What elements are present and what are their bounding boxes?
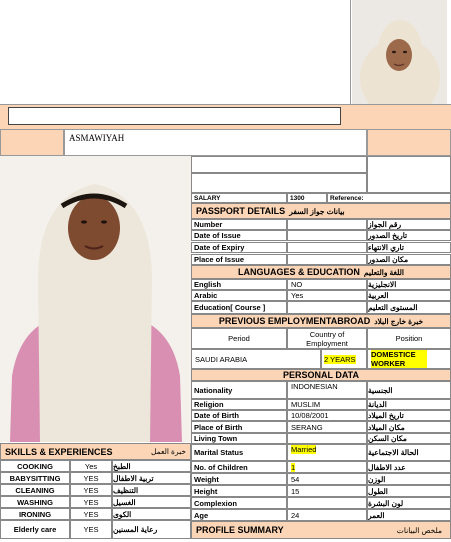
personal-field-value: 15 [291, 486, 300, 496]
previous-header-period: Period [191, 328, 287, 349]
previous-period-value: 2 YEARS [324, 354, 356, 364]
personal-field-label: Weight [191, 473, 287, 485]
personal-field-label-ar: مكان السكن [367, 433, 451, 444]
personal-field-label-ar: مكان الميلاد [367, 421, 451, 433]
personal-field-label-ar: عدد الاطفال [367, 461, 451, 473]
personal-section-header: PERSONAL DATA [191, 369, 451, 381]
blank-right-1 [367, 156, 451, 193]
previous-header-country: Country of Employment [287, 328, 367, 349]
passport-field-label-ar: تاريخ الصدور [367, 230, 451, 241]
passport-field-label: Number [191, 219, 287, 230]
personal-field-value-cell [287, 461, 367, 473]
passport-section-header [191, 203, 451, 219]
skill-value: Yes [70, 460, 112, 472]
passport-field-label: Date of Issue [191, 230, 287, 241]
language-value: NO [287, 279, 367, 290]
name-row-right [367, 129, 451, 156]
previous-title-ar: خبرة خارج البلاد [374, 316, 424, 326]
passport-field-label: Date of Expiry [191, 242, 287, 253]
personal-field-label: Date of Birth [191, 410, 287, 421]
blank-row-2 [191, 173, 367, 193]
skill-label: BABYSITTING [0, 472, 70, 484]
personal-field-label: Complexion [191, 497, 287, 509]
language-label-ar: المستوى التعليم [367, 301, 451, 314]
language-value: Yes [287, 290, 367, 301]
language-label-ar: الانجليزية [367, 279, 451, 290]
blank-row-1 [191, 156, 367, 173]
passport-field-label-ar: تاري الانتهاء [367, 242, 451, 253]
personal-field-label-ar: الوزن [367, 473, 451, 485]
skill-label: WASHING [0, 496, 70, 508]
personal-field-value-cell [287, 381, 367, 399]
personal-field-label: No. of Children [191, 461, 287, 473]
personal-field-label: Nationality [191, 381, 287, 399]
portrait-photo [352, 0, 447, 104]
skill-value: YES [70, 520, 112, 539]
skill-label-ar: التنظيف [112, 484, 191, 496]
passport-title-en: PASSPORT DETAILS [196, 206, 286, 216]
skills-title-en: SKILLS & EXPERIENCES [5, 446, 113, 457]
personal-field-value-cell [287, 399, 367, 410]
passport-field-label-ar: رقم الجواز [367, 219, 451, 230]
language-label-ar: العربية [367, 290, 451, 301]
languages-title-en: LANGUAGES & EDUCATION [237, 267, 360, 277]
language-label: Arabic [191, 290, 287, 301]
personal-field-label: Height [191, 485, 287, 497]
language-label: Education[ Course ] [191, 301, 287, 314]
profile-section-header [191, 521, 451, 539]
previous-country-value: SAUDI ARABIA [191, 349, 321, 369]
skill-value: YES [70, 484, 112, 496]
skill-label-ar: الغسيل [112, 496, 191, 508]
skill-label: CLEANING [0, 484, 70, 496]
personal-field-value-cell [287, 433, 367, 444]
personal-field-label: Age [191, 509, 287, 521]
skill-label: Elderly care [0, 520, 70, 539]
profile-title-en: PROFILE SUMMARY [196, 525, 284, 535]
personal-field-label: Marital Status [191, 444, 287, 461]
language-value [287, 301, 367, 314]
passport-field-label: Place of Issue [191, 254, 287, 265]
passport-title-ar: بيانات جواز السفر [289, 206, 345, 216]
candidate-name: ASMAWIYAH [64, 129, 367, 156]
skill-label-ar: الكوى [112, 508, 191, 520]
personal-field-label-ar: لون البشرة [367, 497, 451, 509]
personal-field-value-cell [287, 509, 367, 521]
header-blank-cell [0, 0, 351, 104]
passport-field-value [287, 254, 367, 265]
personal-field-value: 10/08/2001 [291, 411, 329, 420]
previous-title-en: PREVIOUS EMPLOYMENTABROAD [218, 316, 371, 326]
title-input-box [8, 107, 341, 125]
personal-field-label: Religion [191, 399, 287, 410]
language-label: English [191, 279, 287, 290]
salary-value: 1300 [287, 193, 327, 203]
skill-value: YES [70, 472, 112, 484]
personal-field-label-ar: العمر [367, 509, 451, 521]
personal-field-value: INDONESIAN [291, 382, 338, 391]
passport-field-value [287, 230, 367, 241]
personal-field-label-ar: الديانة [367, 399, 451, 410]
personal-field-value: Married [291, 445, 317, 454]
profile-title-ar: ملخص البيانات [396, 525, 442, 535]
previous-position-value: DOMESTICE WORKER [371, 350, 427, 368]
personal-field-label: Place of Birth [191, 421, 287, 433]
personal-field-value: SERANG [291, 422, 323, 432]
reference-label: Reference: [327, 193, 451, 203]
passport-field-label-ar: مكان الصدور [367, 254, 451, 265]
languages-section-header [191, 265, 451, 279]
personal-field-value-cell [287, 444, 367, 461]
skills-title-ar: خبرة العمل [150, 447, 186, 456]
personal-field-value-cell [287, 410, 367, 421]
personal-field-value-cell [287, 497, 367, 509]
personal-field-label-ar: تاريخ الميلاد [367, 410, 451, 421]
languages-title-ar: اللغة والتعليم [363, 267, 405, 277]
name-row-left [0, 129, 64, 156]
previous-header-position: Position [367, 328, 451, 349]
skill-label: IRONING [0, 508, 70, 520]
personal-field-value-cell [287, 485, 367, 497]
skill-label-ar: رعاية المسنين [112, 520, 191, 539]
personal-field-value: 54 [291, 474, 300, 484]
skill-label: COOKING [0, 460, 70, 472]
skill-label-ar: تربية الاطفال [112, 472, 191, 484]
personal-field-value: MUSLIM [291, 400, 321, 409]
personal-field-value-cell [287, 421, 367, 433]
personal-field-label: Living Town [191, 433, 287, 444]
passport-field-value [287, 242, 367, 253]
previous-section-header [191, 314, 451, 328]
skill-value: YES [70, 496, 112, 508]
skill-label-ar: الطبخ [112, 460, 191, 472]
skill-value: YES [70, 508, 112, 520]
personal-field-label-ar: الجنسية [367, 381, 451, 399]
personal-field-value: 1 [291, 462, 296, 472]
full-body-photo [0, 156, 191, 442]
personal-field-value-cell [287, 473, 367, 485]
personal-field-label-ar: الحالة الاجتماعية [367, 444, 451, 461]
personal-field-label-ar: الطول [367, 485, 451, 497]
previous-period-cell [321, 349, 367, 369]
skills-section-header [0, 443, 191, 460]
personal-field-value: 24 [291, 510, 300, 520]
salary-label: SALARY [191, 193, 287, 203]
passport-field-value [287, 219, 367, 230]
previous-position-cell [367, 349, 451, 369]
